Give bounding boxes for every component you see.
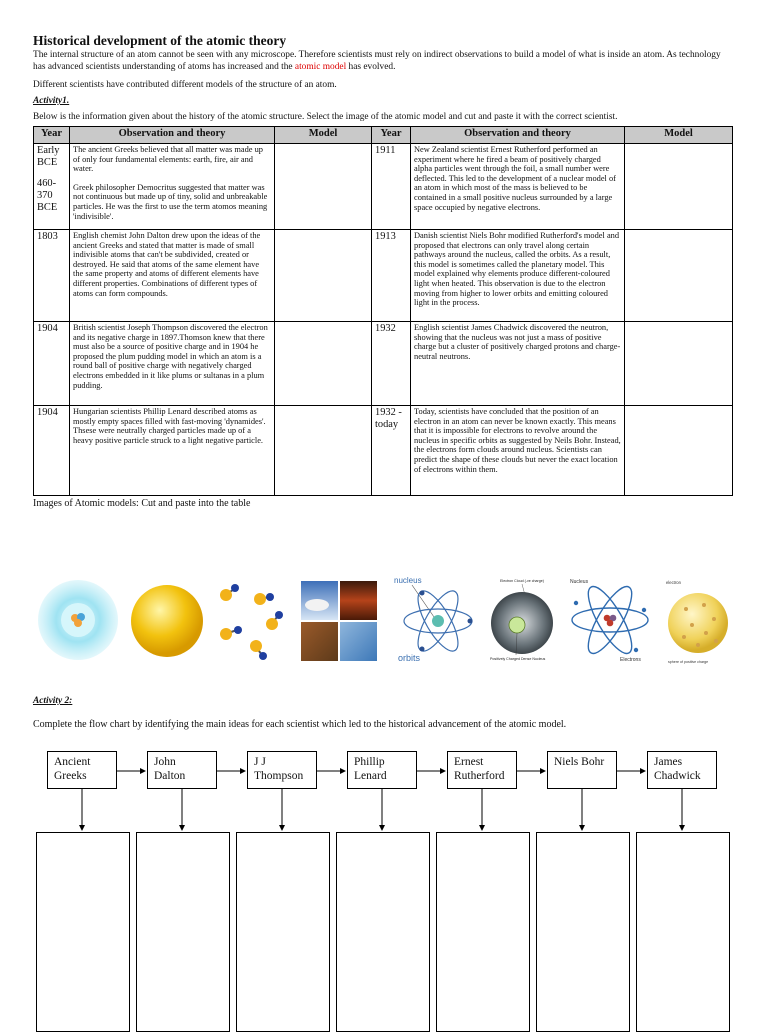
observation-cell — [70, 230, 275, 322]
nucleus-label-2: Nucleus — [570, 579, 589, 585]
observation-text: English scientist James Chadwick discovered the neutron, showing that the nucleus was not just a mass of positive charge but a cluster of positively charged protons and charge- neutral neutrons. — [414, 323, 621, 361]
header-model: Model — [625, 127, 733, 144]
node-label: Ancient — [54, 756, 91, 768]
dense-nucleus-label: Positively Charged Dense Nucleus — [490, 657, 546, 661]
intro-text: The internal structure of an atom cannot be seen with any microscope. Therefore scientists must rely on indirect observations to build a model of what is inside an atom. As technology has advanced scientists understanding of atoms has increased and the — [33, 50, 721, 72]
year-text: 1904 — [37, 407, 58, 418]
model-cell[interactable] — [275, 230, 372, 322]
plum-pudding-model-image[interactable] — [664, 575, 732, 667]
year-cell — [34, 406, 70, 496]
year-text: 1913 — [375, 231, 396, 242]
observation-cell — [70, 406, 275, 496]
answer-box-john-dalton[interactable] — [136, 832, 230, 1032]
nucleus-label: nucleus — [394, 576, 422, 585]
table-row — [34, 322, 733, 406]
answer-box-jj-thompson[interactable] — [236, 832, 330, 1032]
header-model: Model — [275, 127, 372, 144]
observation-text: The ancient Greeks believed that all matter was made up of only four fundamental elements: earth, fire, air and water. — [73, 145, 263, 174]
year-cell — [372, 144, 411, 230]
model-cell[interactable] — [275, 144, 372, 230]
orbits-label: orbits — [398, 653, 421, 663]
intro-highlight: atomic model — [294, 62, 347, 72]
node-label: Niels Bohr — [554, 756, 605, 768]
activity1-instruction: Below is the information given about the history of the atomic structure. Select the image of the atomic model and cut and paste it with the correct scientist. — [33, 112, 618, 122]
activity1-label: Activity1. — [33, 96, 70, 106]
quantum-cloud-model-image[interactable] — [36, 575, 120, 667]
observation-text: Hungarian scientists Phillip Lenard described atoms as mostly empty spaces filled with fast-moving 'dynamides'. Thsese were neutrally charged particles made up of a heavy positive particle struck to a light negative particle. — [73, 407, 266, 445]
observation-cell — [70, 144, 275, 230]
node-label: Lenard — [354, 770, 387, 782]
history-table — [33, 126, 733, 496]
observation-cell — [70, 322, 275, 406]
year-text: 460-370 BCE — [37, 178, 58, 213]
electron-cloud-label: Electron Cloud (-ve charge) — [500, 579, 544, 583]
node-label: Phillip — [354, 756, 385, 768]
header-year: Year — [372, 127, 411, 144]
node-label: Greeks — [54, 770, 87, 782]
year-cell — [372, 322, 411, 406]
header-observation: Observation and theory — [411, 127, 625, 144]
header-observation: Observation and theory — [70, 127, 275, 144]
model-cell[interactable] — [625, 230, 733, 322]
node-label: Chadwick — [654, 770, 701, 782]
year-cell — [34, 144, 70, 230]
node-label: J J — [254, 756, 266, 768]
node-label: Ernest — [454, 756, 484, 768]
year-text: 1932 — [375, 323, 396, 334]
flowchart-arrows — [0, 740, 768, 840]
year-cell — [34, 230, 70, 322]
observation-cell — [411, 144, 625, 230]
electrons-label: Electrons — [620, 657, 641, 663]
positive-sphere-label: sphere of positive charge — [668, 660, 709, 664]
node-label: Rutherford — [454, 770, 505, 782]
node-label: Thompson — [254, 770, 304, 782]
table-header-row — [34, 127, 733, 144]
year-text: 1932 - today — [375, 407, 402, 430]
node-label: John — [154, 756, 176, 768]
observation-text: Danish scientist Niels Bohr modified Rutherford's model and proposed that electrons can only travel along certain pathways around the nucleus, called the orbits. As a result, this model is sometimes called the planetary model. This model explained why elements produce different-coloured light when heated. This observation is due to the electron moving from higher to lower orbits and emitting coloured light in the process. — [414, 231, 620, 308]
observation-cell — [411, 406, 625, 496]
answer-box-ernest-rutherford[interactable] — [436, 832, 530, 1032]
electron-label: electron — [666, 580, 681, 585]
observation-text: Today, scientists have concluded that the position of an electron in an atom can never be known exactly. This means that it is impossible for electrons to revolve around the nucleus in specific orbits as suggested by Neils Bohr. Instead, the electrons form clouds around nucleus. Scientists can predict the shape of these clouds but never the exact location of electrons within them. — [414, 407, 621, 474]
model-cell[interactable] — [625, 322, 733, 406]
activity2-instruction: Complete the flow chart by identifying the main ideas for each scientist which led to the historical advancement of the atomic model. — [33, 719, 567, 730]
images-caption: Images of Atomic models: Cut and paste into the table — [33, 498, 251, 509]
node-label: Dalton — [154, 770, 186, 782]
year-text: 1911 — [375, 145, 396, 156]
answer-box-ancient-greeks[interactable] — [36, 832, 130, 1032]
observation-text: Greek philosopher Democritus suggested that matter was not continuous but made up of tiny, solid and unbreakable particles. He was the first to use the term atomos meaning 'indivisible'. — [73, 182, 268, 221]
observation-cell — [411, 230, 625, 322]
header-year: Year — [34, 127, 70, 144]
observation-text: English chemist John Dalton drew upon the ideas of the ancient Greeks and stated that matter is made of small indivisible atoms that can't be subdivided, created or destroyed. He said that atoms of the same element have the same property and atoms of different elements have different properties. Combinations of different types of atoms can form compounds. — [73, 231, 261, 298]
table-row — [34, 144, 733, 230]
model-cell[interactable] — [275, 406, 372, 496]
answer-box-james-chadwick[interactable] — [636, 832, 730, 1032]
year-cell — [372, 406, 411, 496]
observation-text: New Zealand scientist Ernest Rutherford performed an experiment where he fired a beam of positively charged alpha particles went through the foil, a small number were deflected. This led to the development of a nuclear model of an atom in which most of the mass is believed to be contained in a small positive nucleus surrounded by a large space occupied by negative electrons. — [414, 145, 616, 212]
intro-paragraph-2: Different scientists have contributed different models of the structure of an atom. — [33, 80, 337, 90]
year-text: 1803 — [37, 231, 58, 242]
electron-cloud-model-image[interactable] — [486, 575, 558, 667]
model-cell[interactable] — [275, 322, 372, 406]
model-cell[interactable] — [625, 144, 733, 230]
solid-sphere-model-image[interactable] — [128, 575, 206, 667]
intro-text-end: has evolved. — [346, 62, 396, 72]
year-cell — [34, 322, 70, 406]
table-row — [34, 230, 733, 322]
rutherford-nuclear-model-image[interactable] — [566, 575, 658, 667]
node-label: James — [654, 756, 683, 768]
year-text: 1904 — [37, 323, 58, 334]
intro-paragraph — [33, 49, 733, 73]
observation-cell — [411, 322, 625, 406]
year-cell — [372, 230, 411, 322]
four-elements-image[interactable] — [297, 575, 381, 667]
activity2-label: Activity 2: — [33, 696, 73, 706]
year-text: Early BCE — [37, 145, 60, 168]
model-cell[interactable] — [625, 406, 733, 496]
dynamide-particles-image[interactable] — [212, 575, 288, 667]
table-row — [34, 406, 733, 496]
page-title: Historical development of the atomic theory — [33, 33, 287, 48]
observation-text: British scientist Joseph Thompson discovered the electron and its negative charge in 1897.Thomson knew that there must also be a source of positive charge and in 1904 he proposed the plum pudding model in which an atom is a round ball of positive charge with negatively charged electrons embedded in it like plums or sultanas in a plum pudding. — [73, 323, 268, 390]
bohr-planetary-model-image[interactable] — [390, 575, 478, 667]
answer-box-niels-bohr[interactable] — [536, 832, 630, 1032]
answer-box-phillip-lenard[interactable] — [336, 832, 430, 1032]
